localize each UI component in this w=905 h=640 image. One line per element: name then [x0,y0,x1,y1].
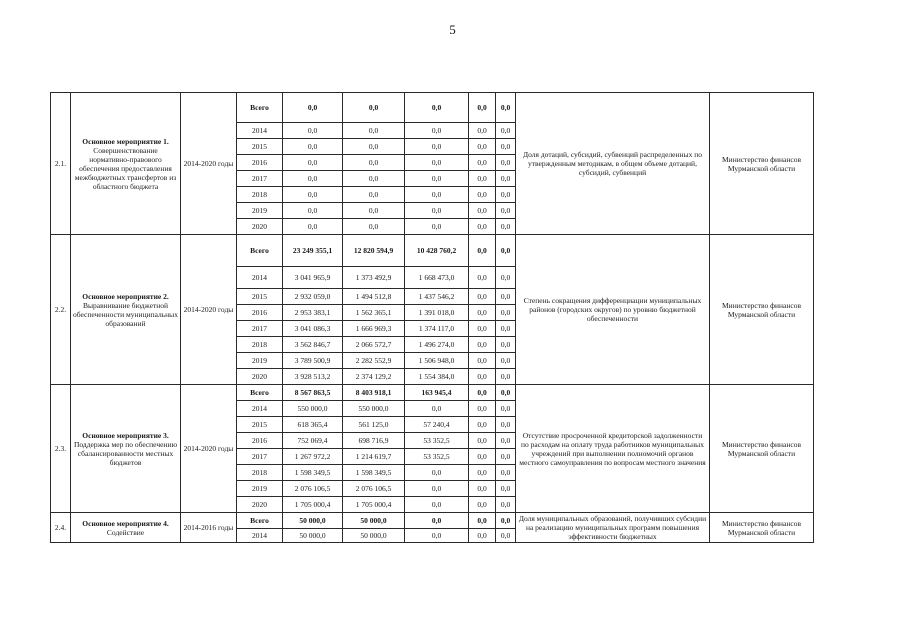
measure-description: Содействие [106,527,145,537]
other-sources-amount: 0,0 [496,465,516,481]
other-sources-amount: 0,0 [496,401,516,417]
federal-amount: 0,0 [469,513,496,529]
measure-title: Основное мероприятие 3. [82,430,169,440]
regional-budget-amount: 50 000,0 [343,513,405,529]
year-cell: 2015 [237,289,283,305]
total-amount: 3 928 513,2 [283,369,343,385]
regional-budget-amount: 0,0 [343,123,405,139]
year-cell: 2014 [237,267,283,289]
municipal-budget-amount: 0,0 [405,203,469,219]
measure-description: Поддержка мер по обеспечению сбалансированности местных бюджетов [73,439,178,467]
other-sources-amount: 0,0 [496,481,516,497]
regional-budget-amount: 1 494 512,8 [343,289,405,305]
total-amount: 3 041 086,3 [283,321,343,337]
municipal-budget-amount: 10 428 760,2 [405,235,469,267]
year-cell: 2017 [237,449,283,465]
section-number: 2.3. [51,385,71,513]
table-row [51,385,814,401]
measure-cell [71,235,181,385]
year-cell: 2020 [237,369,283,385]
measure-title: Основное мероприятие 4. [82,518,169,528]
total-amount: 0,0 [283,171,343,187]
measure-description: Совершенствование нормативно-правового обеспечения предоставления межбюджетных трансфертов из областного бюджета [74,145,177,191]
regional-budget-amount: 1 666 969,3 [343,321,405,337]
federal-amount: 0,0 [469,353,496,369]
regional-budget-amount: 550 000,0 [343,401,405,417]
municipal-budget-amount: 0,0 [405,187,469,203]
other-sources-amount: 0,0 [496,417,516,433]
regional-budget-amount: 698 716,9 [343,433,405,449]
regional-budget-amount: 50 000,0 [343,529,405,543]
federal-amount: 0,0 [469,93,496,123]
federal-amount: 0,0 [469,465,496,481]
year-cell: 2018 [237,465,283,481]
year-cell: 2014 [237,529,283,543]
federal-amount: 0,0 [469,417,496,433]
other-sources-amount: 0,0 [496,187,516,203]
regional-budget-amount: 561 125,0 [343,417,405,433]
other-sources-amount: 0,0 [496,155,516,171]
total-amount: 2 932 059,0 [283,289,343,305]
federal-amount: 0,0 [469,449,496,465]
table-body [51,93,814,543]
federal-amount: 0,0 [469,305,496,321]
other-sources-amount: 0,0 [496,497,516,513]
year-cell: Всего [237,513,283,529]
total-amount: 1 598 349,5 [283,465,343,481]
federal-amount: 0,0 [469,171,496,187]
federal-amount: 0,0 [469,369,496,385]
table-row [51,93,814,123]
total-amount: 8 567 863,5 [283,385,343,401]
executor-text: Министерство финансов Мурманской области [710,385,814,513]
federal-amount: 0,0 [469,321,496,337]
federal-amount: 0,0 [469,433,496,449]
other-sources-amount: 0,0 [496,139,516,155]
federal-amount: 0,0 [469,497,496,513]
indicator-text: Доля муниципальных образований, получивших субсидии на реализацию муниципальных программ повышения эффективности бюджетных [516,513,710,543]
total-amount: 0,0 [283,93,343,123]
municipal-budget-amount: 1 554 384,0 [405,369,469,385]
year-cell: 2015 [237,417,283,433]
measure-description: Выравнивание бюджетной обеспеченности муниципальных образований [73,300,178,328]
total-amount: 752 069,4 [283,433,343,449]
regional-budget-amount: 1 705 000,4 [343,497,405,513]
federal-amount: 0,0 [469,219,496,235]
other-sources-amount: 0,0 [496,267,516,289]
section-number: 2.2. [51,235,71,385]
other-sources-amount: 0,0 [496,289,516,305]
other-sources-amount: 0,0 [496,449,516,465]
period-years: 2014-2020 годы [181,385,237,513]
indicator-text: Доля дотаций, субсидий, субвенций распределенных по утвержденным методикам, в общем объеме дотаций, субсидий, субвенций [516,93,710,235]
total-amount: 23 249 355,1 [283,235,343,267]
municipal-budget-amount: 1 374 117,0 [405,321,469,337]
other-sources-amount: 0,0 [496,219,516,235]
regional-budget-amount: 0,0 [343,203,405,219]
year-cell: 2019 [237,481,283,497]
municipal-budget-amount: 163 945,4 [405,385,469,401]
measure-cell [71,513,181,543]
regional-budget-amount: 0,0 [343,93,405,123]
municipal-budget-amount: 0,0 [405,497,469,513]
regional-budget-amount: 0,0 [343,219,405,235]
regional-budget-amount: 2 076 106,5 [343,481,405,497]
federal-amount: 0,0 [469,401,496,417]
municipal-budget-amount: 0,0 [405,481,469,497]
federal-amount: 0,0 [469,203,496,219]
year-cell: Всего [237,385,283,401]
other-sources-amount: 0,0 [496,385,516,401]
year-cell: 2018 [237,337,283,353]
municipal-budget-amount: 53 352,5 [405,433,469,449]
federal-amount: 0,0 [469,385,496,401]
program-measures-table [50,92,814,543]
total-amount: 0,0 [283,219,343,235]
municipal-budget-amount: 1 437 546,2 [405,289,469,305]
federal-amount: 0,0 [469,337,496,353]
regional-budget-amount: 0,0 [343,187,405,203]
total-amount: 3 789 500,9 [283,353,343,369]
total-amount: 0,0 [283,187,343,203]
year-cell: 2020 [237,497,283,513]
municipal-budget-amount: 0,0 [405,93,469,123]
year-cell: 2014 [237,401,283,417]
year-cell: Всего [237,235,283,267]
other-sources-amount: 0,0 [496,353,516,369]
regional-budget-amount: 8 403 918,1 [343,385,405,401]
federal-amount: 0,0 [469,267,496,289]
measure-title: Основное мероприятие 1. [82,136,169,146]
total-amount: 0,0 [283,139,343,155]
measure-title: Основное мероприятие 2. [82,291,169,301]
period-years: 2014-2020 годы [181,93,237,235]
federal-amount: 0,0 [469,481,496,497]
total-amount: 618 365,4 [283,417,343,433]
other-sources-amount: 0,0 [496,93,516,123]
other-sources-amount: 0,0 [496,337,516,353]
municipal-budget-amount: 1 496 274,0 [405,337,469,353]
regional-budget-amount: 2 374 129,2 [343,369,405,385]
year-cell: 2014 [237,123,283,139]
regional-budget-amount: 1 373 492,9 [343,267,405,289]
page-number: 5 [449,22,456,37]
federal-amount: 0,0 [469,139,496,155]
regional-budget-amount: 0,0 [343,171,405,187]
total-amount: 50 000,0 [283,529,343,543]
total-amount: 550 000,0 [283,401,343,417]
year-cell: 2016 [237,155,283,171]
municipal-budget-amount: 53 352,5 [405,449,469,465]
executor-text: Министерство финансов Мурманской области [710,513,814,543]
other-sources-amount: 0,0 [496,123,516,139]
other-sources-amount: 0,0 [496,235,516,267]
year-cell: 2016 [237,305,283,321]
period-years: 2014-2020 годы [181,235,237,385]
measure-cell [71,385,181,513]
other-sources-amount: 0,0 [496,529,516,543]
municipal-budget-amount: 0,0 [405,171,469,187]
municipal-budget-amount: 0,0 [405,155,469,171]
municipal-budget-amount: 1 391 018,0 [405,305,469,321]
other-sources-amount: 0,0 [496,305,516,321]
municipal-budget-amount: 57 240,4 [405,417,469,433]
year-cell: 2017 [237,171,283,187]
year-cell: Всего [237,93,283,123]
total-amount: 1 267 972,2 [283,449,343,465]
federal-amount: 0,0 [469,529,496,543]
other-sources-amount: 0,0 [496,513,516,529]
total-amount: 0,0 [283,155,343,171]
total-amount: 0,0 [283,123,343,139]
federal-amount: 0,0 [469,155,496,171]
total-amount: 2 076 106,5 [283,481,343,497]
municipal-budget-amount: 0,0 [405,219,469,235]
regional-budget-amount: 0,0 [343,155,405,171]
federal-amount: 0,0 [469,289,496,305]
other-sources-amount: 0,0 [496,433,516,449]
year-cell: 2015 [237,139,283,155]
year-cell: 2019 [237,353,283,369]
other-sources-amount: 0,0 [496,369,516,385]
regional-budget-amount: 2 282 552,9 [343,353,405,369]
federal-amount: 0,0 [469,187,496,203]
municipal-budget-amount: 1 668 473,0 [405,267,469,289]
other-sources-amount: 0,0 [496,321,516,337]
regional-budget-amount: 0,0 [343,139,405,155]
municipal-budget-amount: 0,0 [405,513,469,529]
regional-budget-amount: 1 598 349,5 [343,465,405,481]
total-amount: 3 562 846,7 [283,337,343,353]
total-amount: 2 953 383,1 [283,305,343,321]
regional-budget-amount: 12 820 594,9 [343,235,405,267]
total-amount: 0,0 [283,203,343,219]
municipal-budget-amount: 1 506 948,0 [405,353,469,369]
municipal-budget-amount: 0,0 [405,139,469,155]
section-number: 2.4. [51,513,71,543]
regional-budget-amount: 2 066 572,7 [343,337,405,353]
indicator-text: Степень сокращения дифференциации муниципальных районов (городских округов) по уровню бюджетной обеспеченности [516,235,710,385]
federal-amount: 0,0 [469,123,496,139]
year-cell: 2020 [237,219,283,235]
total-amount: 1 705 000,4 [283,497,343,513]
municipal-budget-amount: 0,0 [405,123,469,139]
regional-budget-amount: 1 562 365,1 [343,305,405,321]
year-cell: 2017 [237,321,283,337]
table-row [51,513,814,529]
municipal-budget-amount: 0,0 [405,465,469,481]
section-number: 2.1. [51,93,71,235]
year-cell: 2018 [237,187,283,203]
federal-amount: 0,0 [469,235,496,267]
other-sources-amount: 0,0 [496,171,516,187]
regional-budget-amount: 1 214 619,7 [343,449,405,465]
total-amount: 50 000,0 [283,513,343,529]
measure-cell [71,93,181,235]
municipal-budget-amount: 0,0 [405,401,469,417]
executor-text: Министерство финансов Мурманской области [710,93,814,235]
indicator-text: Отсутствие просроченной кредиторской задолженности по расходам на оплату труда работников муниципальных учреждений при выполнении полномочий органов местного самоуправления по вопросам местного значения [516,385,710,513]
total-amount: 3 041 965,9 [283,267,343,289]
other-sources-amount: 0,0 [496,203,516,219]
municipal-budget-amount: 0,0 [405,529,469,543]
table-row [51,235,814,267]
period-years: 2014-2016 годы [181,513,237,543]
executor-text: Министерство финансов Мурманской области [710,235,814,385]
year-cell: 2016 [237,433,283,449]
year-cell: 2019 [237,203,283,219]
